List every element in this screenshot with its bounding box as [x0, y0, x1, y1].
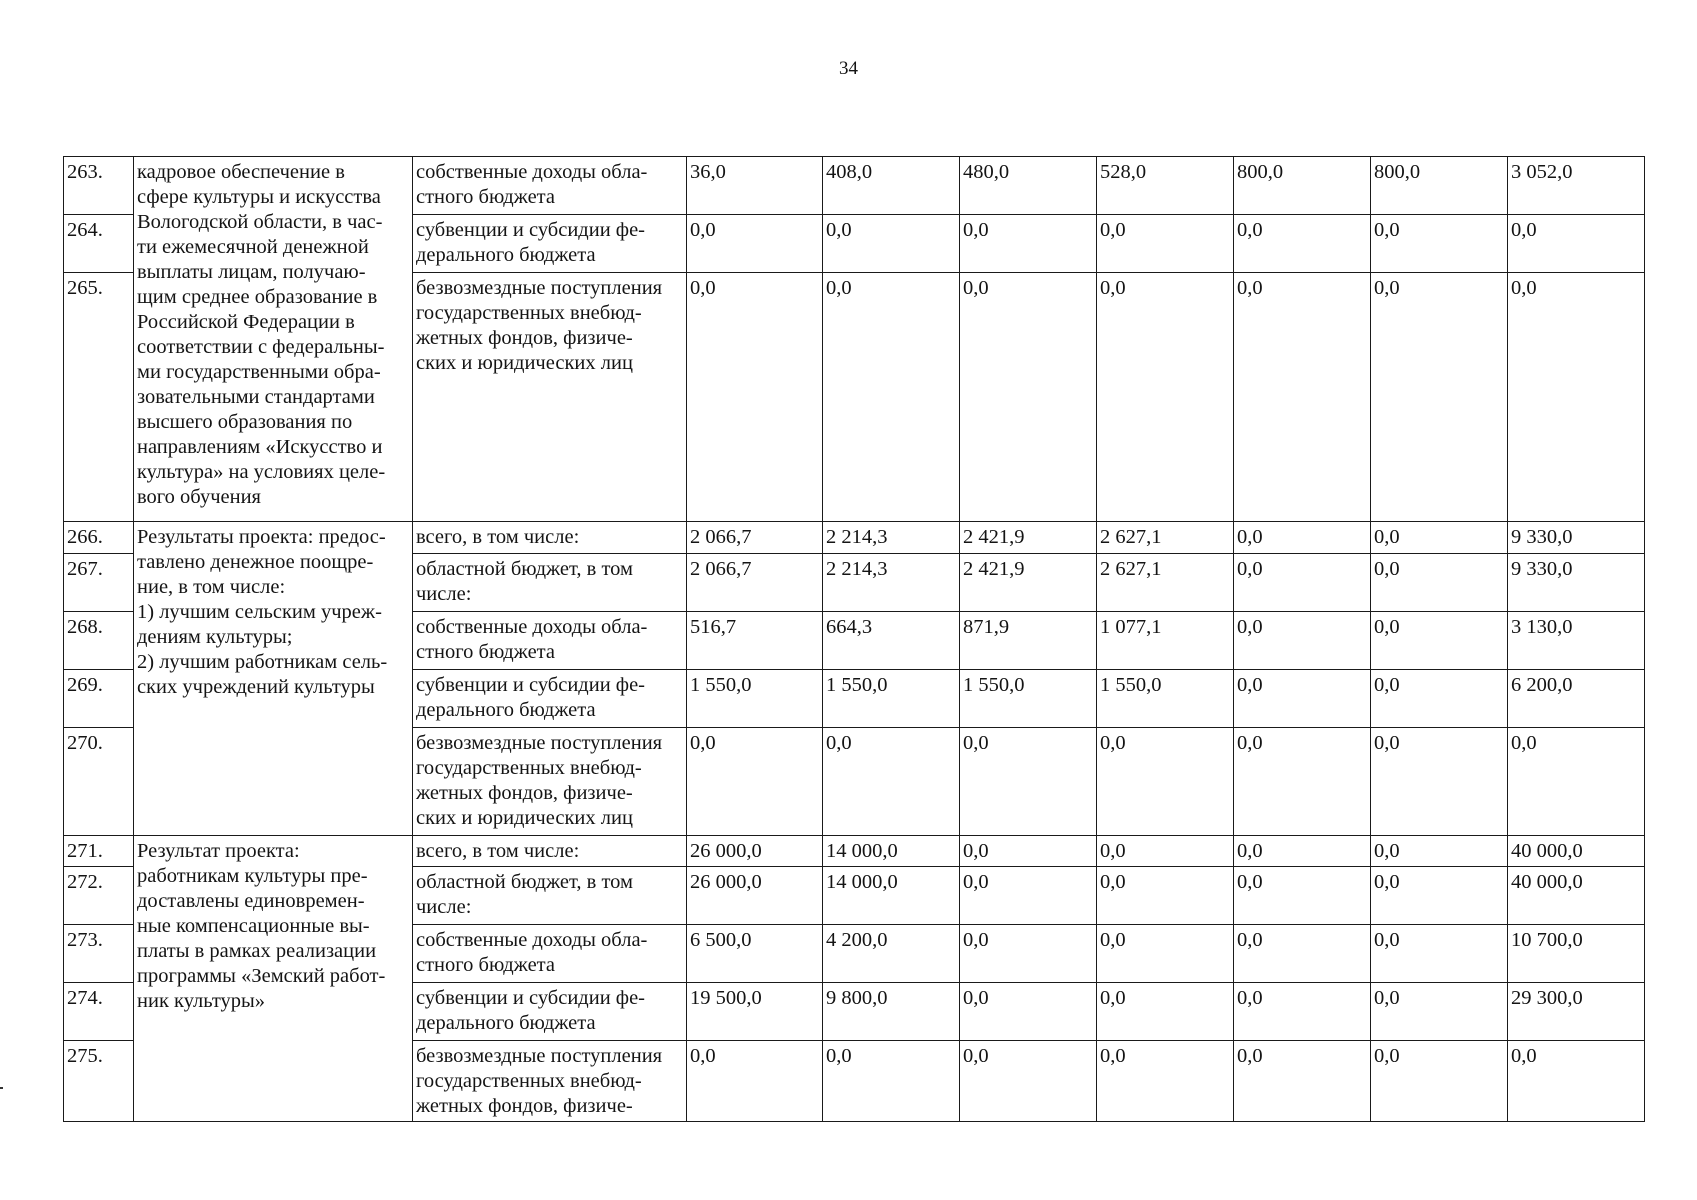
value-cell: 0,0 — [1371, 670, 1508, 728]
value-cell: 0,0 — [1234, 867, 1371, 925]
value-cell: 0,0 — [1097, 836, 1234, 867]
value-cell: 9 330,0 — [1508, 554, 1645, 612]
value-cell: 0,0 — [1234, 983, 1371, 1041]
value-cell: 10 700,0 — [1508, 925, 1645, 983]
value-cell: 1 550,0 — [960, 670, 1097, 728]
value-cell: 0,0 — [1234, 273, 1371, 522]
value-cell: 2 627,1 — [1097, 554, 1234, 612]
value-cell: 19 500,0 — [687, 983, 823, 1041]
value-cell: 0,0 — [1371, 522, 1508, 554]
funding-source: собственные доходы обла- стного бюджета — [413, 925, 687, 983]
value-cell: 0,0 — [1371, 1041, 1508, 1122]
value-cell: 40 000,0 — [1508, 867, 1645, 925]
value-cell: 0,0 — [1234, 612, 1371, 670]
value-cell: 0,0 — [823, 1041, 960, 1122]
value-cell: 0,0 — [1508, 273, 1645, 522]
budget-table — [63, 156, 1645, 1122]
value-cell: 0,0 — [1234, 836, 1371, 867]
value-cell: 2 066,7 — [687, 554, 823, 612]
funding-source: собственные доходы обла- стного бюджета — [413, 612, 687, 670]
value-cell: 0,0 — [1234, 670, 1371, 728]
row-number: 264. — [64, 215, 134, 273]
value-cell: 0,0 — [1371, 983, 1508, 1041]
funding-source: областной бюджет, в том числе: — [413, 867, 687, 925]
value-cell: 0,0 — [1234, 925, 1371, 983]
value-cell: 0,0 — [1234, 728, 1371, 836]
measure-description: Результат проекта: работникам культуры пре- доставлены единовремен- ные компенсационные вы- платы в рамках реализации программы «Земский работ- ник культуры» — [134, 836, 413, 1122]
funding-source: собственные доходы обла- стного бюджета — [413, 157, 687, 215]
value-cell: 0,0 — [1097, 983, 1234, 1041]
funding-source: безвозмездные поступления государственных внебюд- жетных фондов, физиче- ских и юридических лиц — [413, 273, 687, 522]
row-number: 267. — [64, 554, 134, 612]
funding-source: всего, в том числе: — [413, 522, 687, 554]
value-cell: 0,0 — [960, 215, 1097, 273]
value-cell: 3 130,0 — [1508, 612, 1645, 670]
value-cell: 0,0 — [960, 728, 1097, 836]
table-row — [64, 157, 1645, 215]
row-number: 265. — [64, 273, 134, 522]
scan-mark — [0, 1087, 3, 1089]
value-cell: 9 330,0 — [1508, 522, 1645, 554]
table-row — [64, 836, 1645, 867]
value-cell: 0,0 — [960, 867, 1097, 925]
value-cell: 1 077,1 — [1097, 612, 1234, 670]
value-cell: 1 550,0 — [1097, 670, 1234, 728]
value-cell: 1 550,0 — [687, 670, 823, 728]
value-cell: 0,0 — [1234, 1041, 1371, 1122]
row-number: 268. — [64, 612, 134, 670]
value-cell: 0,0 — [1234, 522, 1371, 554]
value-cell: 0,0 — [687, 728, 823, 836]
page-number: 34 — [839, 58, 858, 79]
value-cell: 29 300,0 — [1508, 983, 1645, 1041]
value-cell: 480,0 — [960, 157, 1097, 215]
value-cell: 0,0 — [823, 215, 960, 273]
table-body — [64, 157, 1645, 1122]
value-cell: 0,0 — [1371, 836, 1508, 867]
value-cell: 14 000,0 — [823, 867, 960, 925]
value-cell: 0,0 — [1097, 925, 1234, 983]
value-cell: 0,0 — [960, 273, 1097, 522]
value-cell: 871,9 — [960, 612, 1097, 670]
value-cell: 800,0 — [1371, 157, 1508, 215]
row-number: 273. — [64, 925, 134, 983]
value-cell: 0,0 — [687, 273, 823, 522]
value-cell: 2 214,3 — [823, 554, 960, 612]
row-number: 275. — [64, 1041, 134, 1122]
value-cell: 0,0 — [1508, 215, 1645, 273]
value-cell: 0,0 — [1371, 273, 1508, 522]
value-cell: 2 214,3 — [823, 522, 960, 554]
value-cell: 0,0 — [960, 925, 1097, 983]
row-number: 269. — [64, 670, 134, 728]
funding-source: безвозмездные поступления государственных внебюд- жетных фондов, физиче- — [413, 1041, 687, 1122]
value-cell: 0,0 — [1371, 925, 1508, 983]
value-cell: 800,0 — [1234, 157, 1371, 215]
value-cell: 2 421,9 — [960, 522, 1097, 554]
value-cell: 0,0 — [1371, 554, 1508, 612]
value-cell: 0,0 — [1097, 215, 1234, 273]
value-cell: 516,7 — [687, 612, 823, 670]
value-cell: 0,0 — [823, 728, 960, 836]
value-cell: 0,0 — [960, 1041, 1097, 1122]
value-cell: 4 200,0 — [823, 925, 960, 983]
value-cell: 2 627,1 — [1097, 522, 1234, 554]
funding-source: безвозмездные поступления государственных внебюд- жетных фондов, физиче- ских и юридических лиц — [413, 728, 687, 836]
row-number: 274. — [64, 983, 134, 1041]
value-cell: 6 500,0 — [687, 925, 823, 983]
value-cell: 0,0 — [1371, 612, 1508, 670]
value-cell: 0,0 — [1234, 215, 1371, 273]
measure-description: кадровое обеспечение в сфере культуры и искусства Вологодской области, в час- ти ежемесячной денежной выплаты лицам, получаю- щим среднее образование в Российской Федерации в соответствии с федеральны- ми государственными обра- зовательными стандартами высшего образования по направлениям «Искусство и культура» на условиях целе- вого обучения — [134, 157, 413, 522]
table-row — [64, 522, 1645, 554]
value-cell: 0,0 — [687, 1041, 823, 1122]
value-cell: 664,3 — [823, 612, 960, 670]
value-cell: 0,0 — [1097, 867, 1234, 925]
row-number: 263. — [64, 157, 134, 215]
value-cell: 528,0 — [1097, 157, 1234, 215]
funding-source: субвенции и субсидии фе- дерального бюджета — [413, 215, 687, 273]
value-cell: 408,0 — [823, 157, 960, 215]
value-cell: 0,0 — [1508, 1041, 1645, 1122]
row-number: 272. — [64, 867, 134, 925]
funding-source: областной бюджет, в том числе: — [413, 554, 687, 612]
value-cell: 2 421,9 — [960, 554, 1097, 612]
row-number: 271. — [64, 836, 134, 867]
measure-description: Результаты проекта: предос- тавлено денежное поощре- ние, в том числе: 1) лучшим сельским учреж- дениям культуры; 2) лучшим работникам сель- ских учреждений культуры — [134, 522, 413, 836]
value-cell: 2 066,7 — [687, 522, 823, 554]
value-cell: 0,0 — [1371, 215, 1508, 273]
row-number: 270. — [64, 728, 134, 836]
value-cell: 0,0 — [823, 273, 960, 522]
value-cell: 0,0 — [1097, 1041, 1234, 1122]
value-cell: 0,0 — [1097, 728, 1234, 836]
value-cell: 36,0 — [687, 157, 823, 215]
value-cell: 0,0 — [960, 983, 1097, 1041]
value-cell: 14 000,0 — [823, 836, 960, 867]
funding-source: субвенции и субсидии фе- дерального бюджета — [413, 983, 687, 1041]
value-cell: 0,0 — [1097, 273, 1234, 522]
value-cell: 1 550,0 — [823, 670, 960, 728]
value-cell: 40 000,0 — [1508, 836, 1645, 867]
value-cell: 6 200,0 — [1508, 670, 1645, 728]
funding-source: субвенции и субсидии фе- дерального бюджета — [413, 670, 687, 728]
row-number: 266. — [64, 522, 134, 554]
value-cell: 0,0 — [1371, 867, 1508, 925]
value-cell: 0,0 — [1234, 554, 1371, 612]
value-cell: 0,0 — [1371, 728, 1508, 836]
value-cell: 0,0 — [1508, 728, 1645, 836]
value-cell: 0,0 — [687, 215, 823, 273]
value-cell: 0,0 — [960, 836, 1097, 867]
funding-source: всего, в том числе: — [413, 836, 687, 867]
value-cell: 26 000,0 — [687, 867, 823, 925]
value-cell: 9 800,0 — [823, 983, 960, 1041]
value-cell: 26 000,0 — [687, 836, 823, 867]
value-cell: 3 052,0 — [1508, 157, 1645, 215]
